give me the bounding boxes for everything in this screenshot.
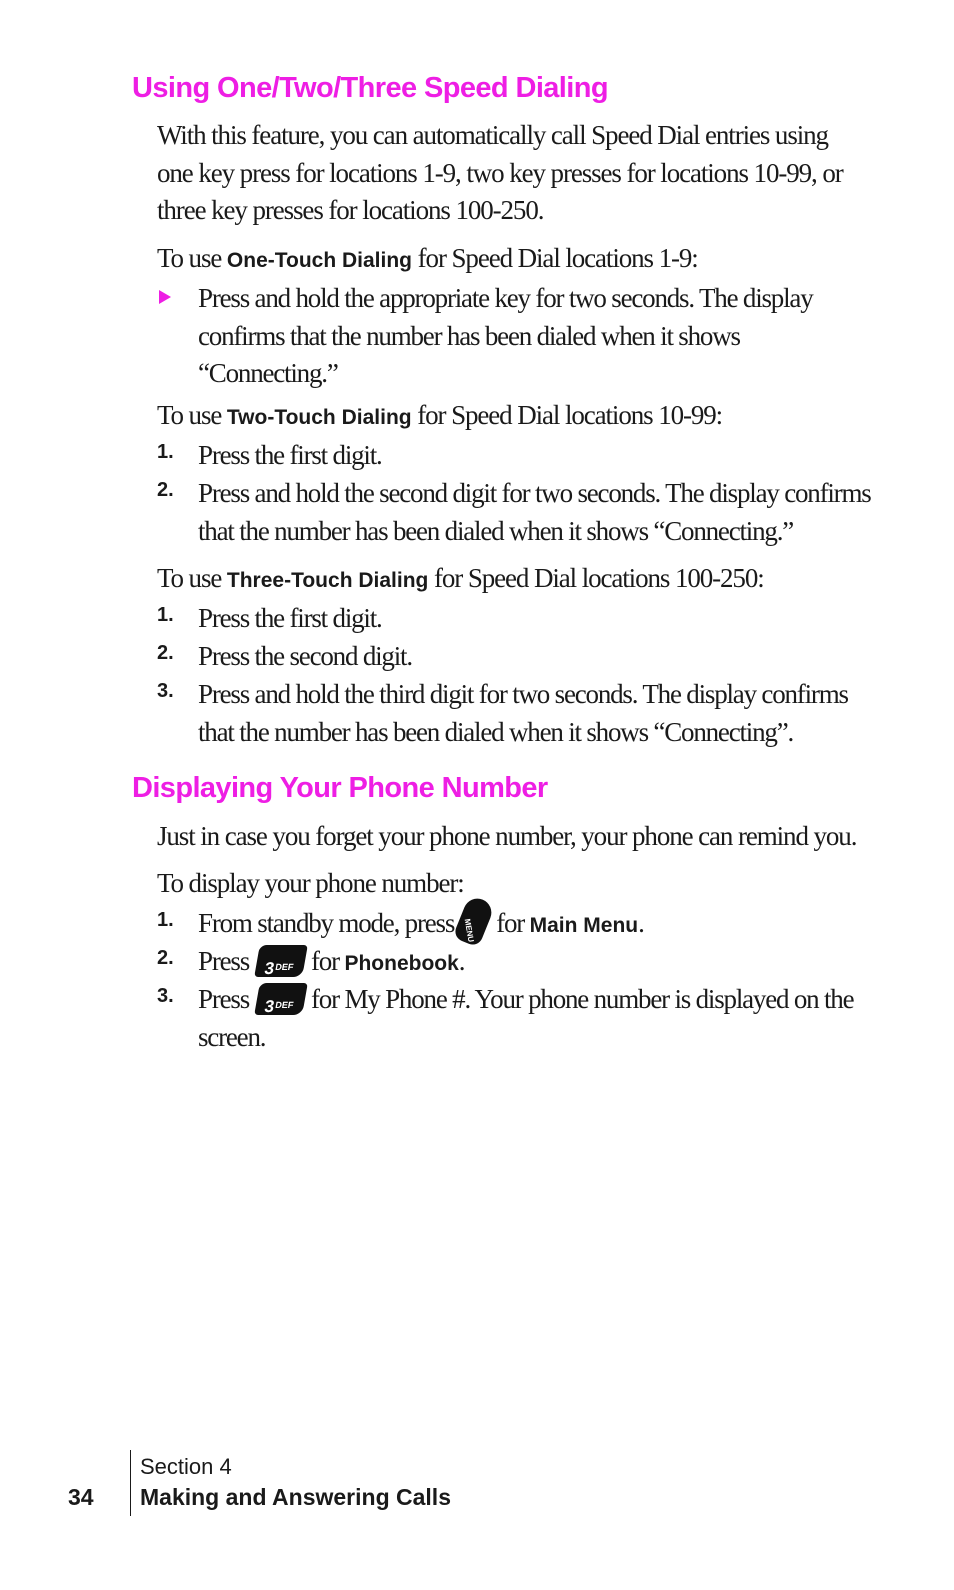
menu-key-icon: MENU [453,894,496,947]
one-touch-lead: To use One-Touch Dialing for Speed Dial locations 1-9: [157,243,698,273]
bullet-arrow-icon [159,290,171,304]
page-number: 34 [68,1484,94,1510]
section-heading-speed-dialing: Using One/Two/Three Speed Dialing [132,72,608,104]
footer-divider [130,1450,131,1516]
list-item: 2. Press the second digit. [157,641,412,671]
section-heading-phone-number: Displaying Your Phone Number [132,772,548,804]
key-3-def-icon: $3^{DEF}$ [254,945,308,977]
list-item: 2. Press and hold the second digit for two seconds. The display confirms that the number has been dialed when it shows “Connecting.” [157,478,871,546]
three-touch-lead: To use Three-Touch Dialing for Speed Dial locations 100-250: [157,563,764,593]
footer-section-label: Section 4 [140,1454,232,1479]
two-touch-lead: To use Two-Touch Dialing for Speed Dial locations 10-99: [157,400,723,430]
one-touch-term: One-Touch Dialing [226,249,413,272]
main-menu-term: Main Menu [529,914,639,937]
list-item: 1. Press the first digit. [157,440,382,470]
speed-dialing-intro: With this feature, you can automatically call Speed Dial entries using one key press for locations 1-9, two key presses for locations 10-99, or three key presses for locations 100-250. [157,120,843,225]
footer-section-title: Making and Answering Calls [140,1484,451,1510]
key-3-def-icon: $3^{DEF}$ [254,983,308,1015]
one-touch-bullet: Press and hold the appropriate key for two seconds. The display confirms that the number has been dialed when it shows “Connecting.” [157,280,872,393]
phone-number-lead: To display your phone number: [157,868,464,898]
phone-number-intro: Just in case you forget your phone number, your phone can remind you. [157,821,857,851]
phonebook-term: Phonebook [344,952,459,975]
list-item: 3. Press and hold the third digit for two seconds. The display confirms that the number has been dialed when it shows “Connecting”. [157,679,848,747]
list-item: 1. Press the first digit. [157,603,382,633]
list-item: 2. Press $3^{DEF}$ for Phonebook. [157,946,465,978]
two-touch-term: Two-Touch Dialing [226,406,412,429]
list-item: 1. From standby mode, press MENU for Main Menu. [157,905,872,945]
list-item: 3. Press $3^{DEF}$ for My Phone #. Your phone number is displayed on the screen. [157,984,854,1052]
three-touch-term: Three-Touch Dialing [226,569,429,592]
